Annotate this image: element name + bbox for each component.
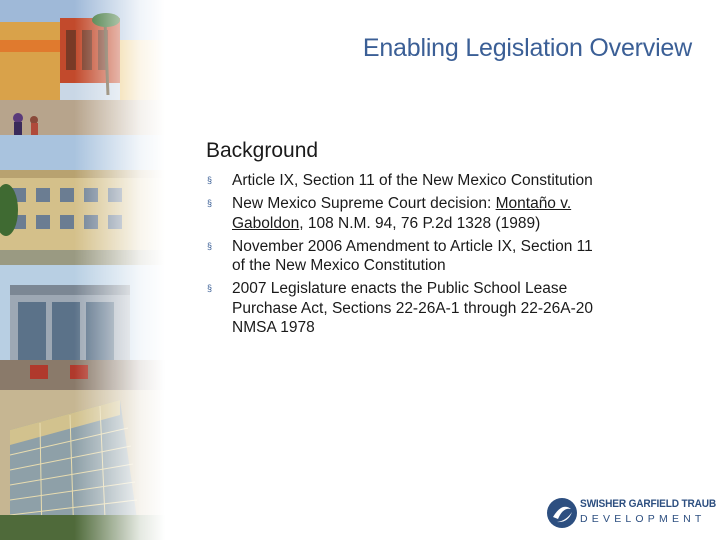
bullet-list [206, 171, 596, 341]
modern-building-photo [0, 265, 165, 390]
plaza-photo [0, 0, 165, 135]
bullet-item-amendment [206, 237, 596, 276]
logo-company-name: SWISHER GARFIELD TRAUB [580, 498, 716, 510]
bullet-item-court-decision [206, 194, 596, 233]
school-building-photo [0, 135, 165, 265]
bullet-text-suffix: , 108 N.M. 94, 76 P.2d 1328 (1989) [299, 214, 541, 232]
glass-tower-photo [0, 390, 165, 540]
bullet-text: 2007 Legislature enacts the Public School Lease Purchase Act, Sections 22-26A-1 through 22-26A-20 NMSA 1978 [232, 280, 594, 337]
architecture-photo-strip [0, 0, 165, 540]
architecture-collage-image [0, 0, 165, 540]
company-logo [546, 496, 716, 530]
bullet-item-legislature [206, 279, 596, 337]
logo-emblem-icon [546, 497, 578, 529]
slide-title: Enabling Legislation Overview [362, 34, 692, 62]
bullet-square-icon: § [207, 240, 213, 251]
logo-division-name: DEVELOPMENT [580, 513, 706, 525]
bullet-square-icon: § [207, 198, 213, 209]
bullet-square-icon: § [207, 283, 213, 294]
bullet-item-constitution [206, 171, 596, 190]
section-heading: Background [206, 139, 319, 162]
bullet-square-icon: § [207, 175, 213, 185]
case-name-link[interactable]: Montaño v. Gaboldon [232, 195, 572, 232]
bullet-text: November 2006 Amendment to Article IX, Section 11 of the New Mexico Constitution [232, 237, 593, 275]
bullet-text-prefix: New Mexico Supreme Court decision: [232, 195, 496, 213]
bullet-text: Article IX, Section 11 of the New Mexico Constitution [232, 172, 593, 189]
